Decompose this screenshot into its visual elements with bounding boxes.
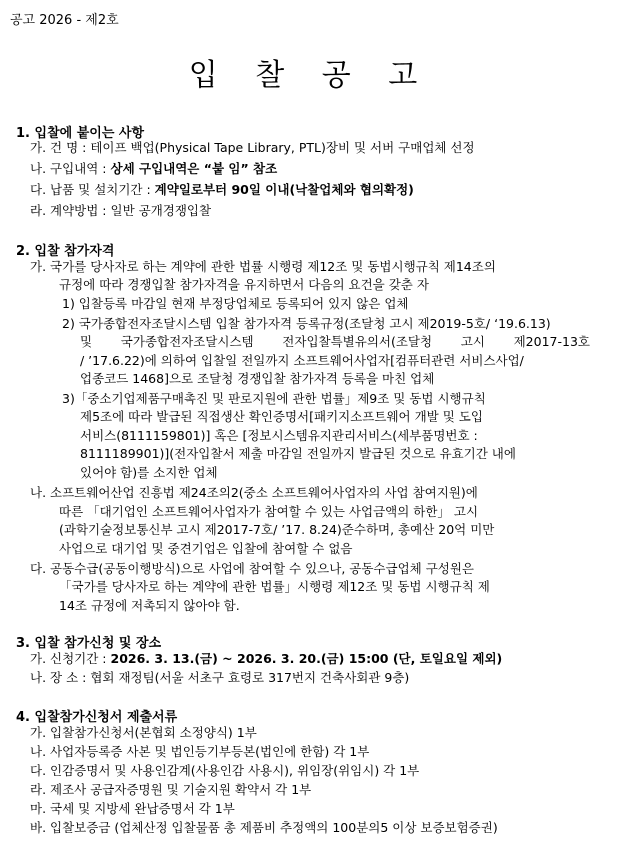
s2-ga-line-1: 가. 국가를 당사자로 하는 계약에 관한 법률 시행령 제12조 및 동법시행규칙 제14조의	[30, 259, 496, 274]
s2-na-line-2: 따른 「대기업인 소프트웨어사업자가 참여할 수 있는 사업금액의 하한」 고시	[59, 504, 479, 519]
section-1-heading: 1. 입찰에 붙이는 사항	[16, 126, 145, 141]
s4-item-ma: 마. 국세 및 지방세 완납증명서 각 1부	[30, 801, 235, 816]
s4-item-da: 다. 인감증명서 및 사용인감계(사용인감 사용시), 위임장(위임시) 각 1부	[30, 763, 420, 778]
s2-da-line-1: 다. 공동수급(공동이행방식)으로 사업에 참여할 수 있으나, 공동수급업체 구성원은	[30, 561, 474, 576]
s2-sub-3-line-1: 3)「중소기업제품구매촉진 및 판로지원에 관한 법률」제9조 및 동법 시행규칙	[62, 391, 486, 406]
s2-da-line-3: 14조 규정에 저촉되지 않아야 함.	[59, 598, 240, 613]
s2-sub-2-line-1: 2) 국가종합전자조달시스템 입찰 참가자격 등록규정(조달청 고시 제2019-5호/ ‘19.6.13)	[62, 316, 551, 331]
section-4-heading: 4. 입찰참가신청서 제출서류	[16, 710, 178, 725]
s1-item-ga: 가. 건 명 : 테이프 백업(Physical Tape Library, PTL)장비 및 서버 구매업체 선정	[30, 140, 475, 155]
s2-sub-3-line-3: 서비스(8111159801)] 혹은 [정보시스템유지관리서비스(세부품명번호 :	[80, 428, 478, 443]
notice-number: 공고 2026 - 제2호	[10, 13, 119, 28]
s3-item-na: 나. 장 소 : 협회 재정팀(서울 서초구 효령로 317번지 건축사회관 9층)	[30, 670, 410, 685]
s4-item-ga: 가. 입찰참가신청서(본협회 소정양식) 1부	[30, 725, 257, 740]
s4-item-na: 나. 사업자등록증 사본 및 법인등기부등본(법인에 한함) 각 1부	[30, 744, 370, 759]
s2-sub-2-line-2: 및 국가종합전자조달시스템 전자입찰특별유의서(조달청 고시 제2017-13호	[80, 334, 590, 349]
s3-item-ga: 가. 신청기간 : 2026. 3. 13.(금) ~ 2026. 3. 20.(금) 15:00 (단, 토일요일 제외)	[30, 651, 503, 666]
s2-sub-3-line-4: 8111189901)](전자입찰서 제출 마감일 전일까지 발급된 것으로 유효기간 내에	[80, 446, 516, 461]
section-2-heading: 2. 입찰 참가자격	[16, 244, 115, 259]
s1-item-na: 나. 구입내역 : 상세 구입내역은 “붙 임” 참조	[30, 161, 278, 176]
s2-sub-1: 1) 입찰등록 마감일 현재 부정당업체로 등록되어 있지 않은 업체	[62, 296, 409, 311]
s2-na-line-3: (과학기술정보통신부 고시 제2017-7호/ ’17. 8.24)준수하며, 총예산 20억 미만	[59, 522, 495, 537]
s2-da-line-2: 「국가를 당사자로 하는 계약에 관한 법률」시행령 제12조 및 동법 시행규칙 제	[59, 579, 490, 594]
s2-sub-2-line-3: / ’17.6.22)에 의하여 입찰일 전일까지 소프트웨어사업자[컴퓨터관련 서비스사업/	[80, 353, 524, 368]
s2-na-line-4: 사업으로 대기업 및 중견기업은 입찰에 참여할 수 없음	[59, 541, 353, 556]
s1-item-ra: 라. 계약방법 : 일반 공개경쟁입찰	[30, 203, 212, 218]
s2-na-line-1: 나. 소프트웨어산업 진흥법 제24조의2(중소 소프트웨어사업자의 사업 참여지원)에	[30, 485, 478, 500]
s2-sub-2-line-4: 업종코드 1468]으로 조달청 경쟁입찰 참가자격 등록을 마친 업체	[80, 371, 435, 386]
s1-item-da: 다. 납품 및 설치기간 : 계약일로부터 90일 이내(낙찰업체와 협의확정)	[30, 182, 414, 197]
s4-item-ba: 바. 입찰보증금 (업체산정 입찰물품 총 제품비 추정액의 100분의5 이상 보증보험증권)	[30, 820, 498, 835]
s4-item-ra: 라. 제조사 공급자증명원 및 기술지원 확약서 각 1부	[30, 782, 312, 797]
s2-sub-3-line-5: 있어야 함)를 소지한 업체	[80, 465, 218, 480]
s2-ga-line-2: 규정에 따라 경쟁입찰 참가자격을 유지하면서 다음의 요건을 갖춘 자	[59, 277, 429, 292]
page-title: 입 찰 공 고	[188, 58, 432, 93]
s2-sub-3-line-2: 제5조에 따라 발급된 직접생산 확인증명서[패키지소프트웨어 개발 및 도입	[80, 409, 483, 424]
section-3-heading: 3. 입찰 참가신청 및 장소	[16, 636, 162, 651]
